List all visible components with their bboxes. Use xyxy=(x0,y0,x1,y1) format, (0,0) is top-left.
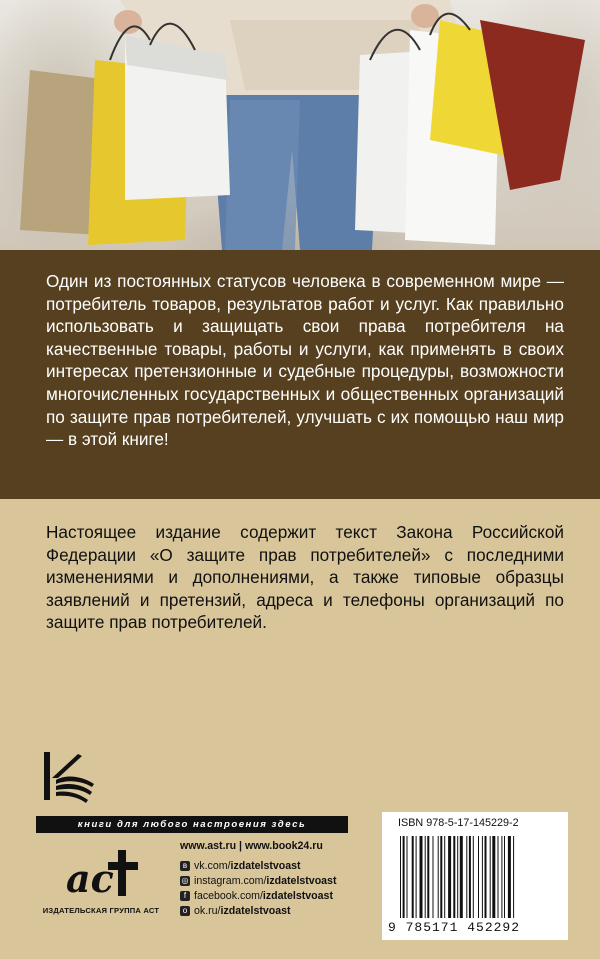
link-prefix: ok.ru/ xyxy=(194,904,221,917)
publisher-k-logo-icon xyxy=(42,750,102,806)
svg-text:ac: ac xyxy=(66,856,114,901)
publisher-caption: ИЗДАТЕЛЬСКАЯ ГРУППА АСТ xyxy=(42,906,160,915)
instagram-icon: ◎ xyxy=(181,875,189,885)
social-link-vk[interactable] xyxy=(180,858,336,873)
link-handle: izdatelstvoast xyxy=(262,889,333,902)
link-prefix: facebook.com/ xyxy=(194,889,263,902)
ast-logo-icon xyxy=(60,840,150,904)
isbn: ISBN 978-5-17-145229-2 xyxy=(398,817,519,829)
vk-icon: в xyxy=(180,861,190,871)
link-prefix: instagram.com/ xyxy=(194,874,267,887)
link-prefix: vk.com/ xyxy=(194,859,231,872)
contact-links xyxy=(180,840,336,918)
link-handle: izdatelstvoast xyxy=(266,874,337,887)
barcode-icon xyxy=(400,836,550,918)
blurb-edition: Настоящее издание содержит текст Закона Российской Федерации «О защите прав потребителей» с последними изменениями и дополнениями, а также типовые образцы заявлений и претензий, адреса и телефоны организаций по защите прав потребителей. xyxy=(46,522,564,633)
ok-icon: о xyxy=(180,906,190,916)
blurb-main: Один из постоянных статусов человека в современном мире — потребитель товаров, результатов работ и услуг. Как правильно использовать и защищать свои права потребителя на качественные товары, работы и услуги, как применять в своих интересах претензионные и судебные процедуры, возможности многочисленных государственных и общественных организаций по защите прав потребителей, улучшать с их помощью наш мир — в этой книге! xyxy=(46,271,564,450)
social-link-ok[interactable] xyxy=(180,903,336,918)
link-handle: izdatelstvoast xyxy=(230,859,301,872)
barcode-digits: 9 785171 452292 xyxy=(388,920,521,935)
facebook-icon: f xyxy=(180,891,190,901)
cover-photo-shopping-bags xyxy=(0,0,600,250)
website-links[interactable]: www.ast.ru | www.book24.ru xyxy=(180,840,323,852)
social-link-facebook[interactable] xyxy=(180,888,336,903)
link-handle: izdatelstvoast xyxy=(220,904,291,917)
social-link-instagram[interactable] xyxy=(180,873,336,888)
tagline: книги для любого настроения здесь xyxy=(36,816,348,833)
